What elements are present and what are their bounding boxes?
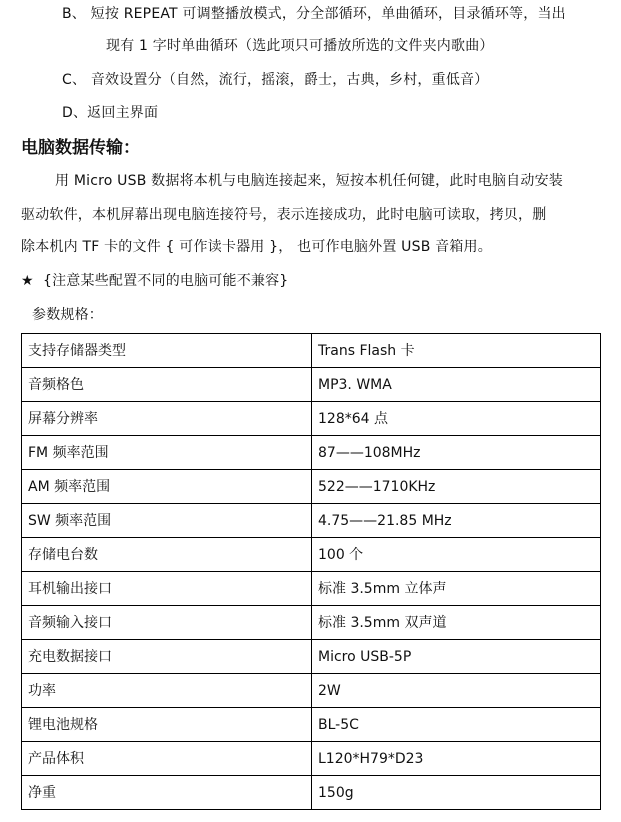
spec-label: 充电数据接口 xyxy=(22,640,312,674)
table-row xyxy=(22,504,601,538)
instruction-c-line: C、 音效设置分（自然，流行，摇滚，爵士，古典，乡村，重低音） xyxy=(62,72,489,88)
spec-value: 128*64 点 xyxy=(312,402,601,436)
table-row xyxy=(22,742,601,776)
spec-value: 4.75——21.85 MHz xyxy=(312,504,601,538)
table-row xyxy=(22,436,601,470)
spec-label: 音频输入接口 xyxy=(22,606,312,640)
specs-table-body xyxy=(22,334,601,810)
table-row xyxy=(22,674,601,708)
compatibility-note xyxy=(21,271,288,291)
spec-value: 2W xyxy=(312,674,601,708)
table-row xyxy=(22,334,601,368)
spec-value: 标准 3.5mm 立体声 xyxy=(312,572,601,606)
spec-label: 音频格色 xyxy=(22,368,312,402)
spec-value: 150g xyxy=(312,776,601,810)
spec-label: FM 频率范围 xyxy=(22,436,312,470)
section-heading: 电脑数据传输： xyxy=(21,138,140,158)
paragraph-line-3: 除本机内 TF 卡的文件 { 可作读卡器用 }， 也可作电脑外置 USB 音箱用。 xyxy=(21,239,492,255)
spec-label: 存储电台数 xyxy=(22,538,312,572)
spec-label: 产品体积 xyxy=(22,742,312,776)
table-row xyxy=(22,572,601,606)
specs-title: 参数规格： xyxy=(32,307,103,323)
table-row xyxy=(22,708,601,742)
star-icon: ★ xyxy=(21,273,34,289)
table-row xyxy=(22,368,601,402)
paragraph-line-1: 用 Micro USB 数据将本机与电脑连接起来，短按本机任何键，此时电脑自动安装 xyxy=(55,173,563,189)
spec-label: 支持存储器类型 xyxy=(22,334,312,368)
spec-label: SW 频率范围 xyxy=(22,504,312,538)
table-row xyxy=(22,402,601,436)
table-row xyxy=(22,606,601,640)
spec-label: 耳机输出接口 xyxy=(22,572,312,606)
spec-value: 87——108MHz xyxy=(312,436,601,470)
spec-label: 功率 xyxy=(22,674,312,708)
spec-value: L120*H79*D23 xyxy=(312,742,601,776)
spec-value: MP3. WMA xyxy=(312,368,601,402)
spec-value: BL-5C xyxy=(312,708,601,742)
spec-value: Trans Flash 卡 xyxy=(312,334,601,368)
spec-value: 100 个 xyxy=(312,538,601,572)
instruction-b-line2: 现有 1 字时单曲循环（选此项只可播放所选的文件夹内歌曲） xyxy=(106,38,494,54)
specs-table xyxy=(21,333,601,810)
paragraph-line-2: 驱动软件，本机屏幕出现电脑连接符号，表示连接成功，此时电脑可读取，拷贝，删 xyxy=(21,207,547,223)
table-row xyxy=(22,470,601,504)
note-text: {注意某些配置不同的电脑可能不兼容} xyxy=(43,273,289,289)
spec-value: 标准 3.5mm 双声道 xyxy=(312,606,601,640)
instruction-b-line1: B、 短按 REPEAT 可调整播放模式，分全部循环，单曲循环，目录循环等，当出 xyxy=(62,6,566,22)
table-row xyxy=(22,538,601,572)
table-row xyxy=(22,776,601,810)
spec-value: 522——1710KHz xyxy=(312,470,601,504)
instruction-d-line: D、返回主界面 xyxy=(62,105,159,121)
spec-label: 锂电池规格 xyxy=(22,708,312,742)
spec-label: AM 频率范围 xyxy=(22,470,312,504)
spec-value: Micro USB-5P xyxy=(312,640,601,674)
table-row xyxy=(22,640,601,674)
spec-label: 屏幕分辨率 xyxy=(22,402,312,436)
spec-label: 净重 xyxy=(22,776,312,810)
